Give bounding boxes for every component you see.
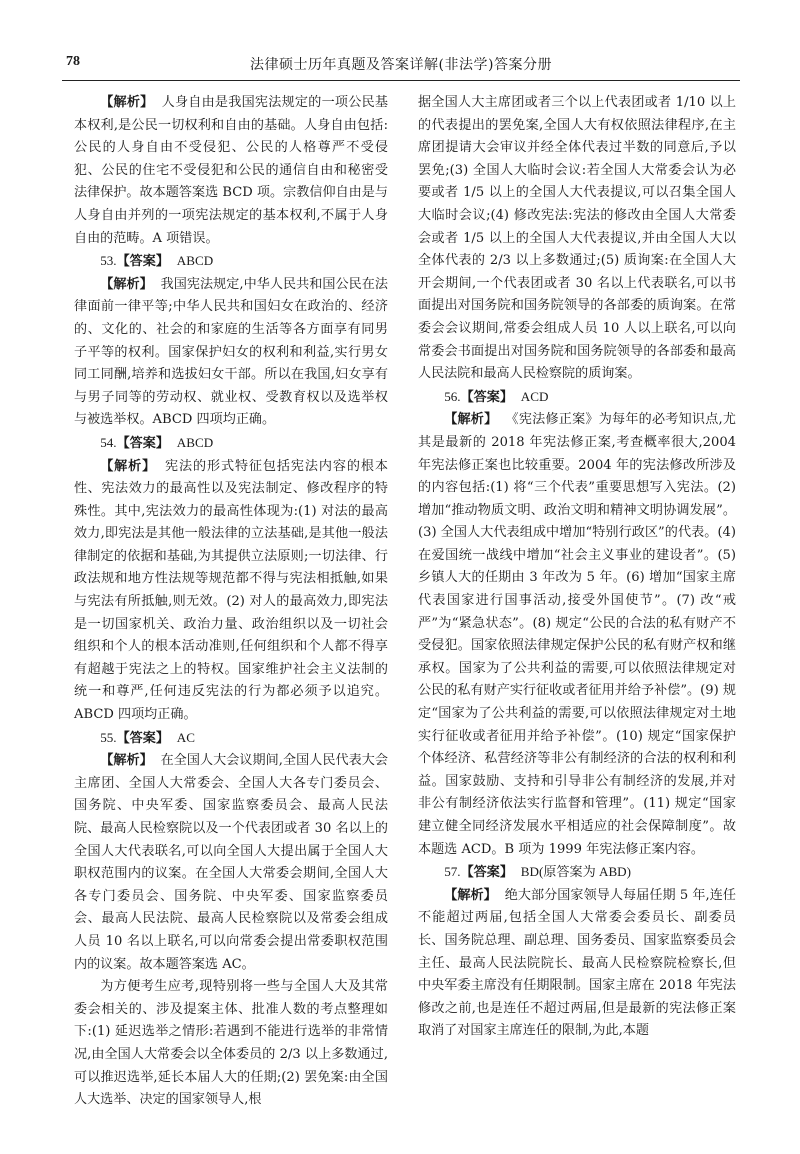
answer-line — [74, 432, 388, 456]
question-number: 54. — [100, 434, 117, 450]
question-number: 57. — [444, 864, 461, 880]
analysis-text: 宪法的形式特征包括宪法内容的根本性、宪法效力的最高性以及宪法制定、修改程序的特殊性。其中,宪法效力的最高性体现为:(1) 对法的最高效力,即宪法是其他一般法律的立法基础,是其他一般法律制定的依据和基础,为其提供立法原则;一切法律、行政法规和地方性法规等规范都不得与宪法相抵触,如果与宪法有所抵触,则无效。(2) 对人的最高效力,即宪法是一切国家机关、政治力量、政治组织以及一切社会组织和个人的根本活动准则,任何组织和个人都不得享有超越于宪法之上的特权。国家维护社会主义法制的统一和尊严,任何违反宪法的行为都必须予以追究。ABCD 四项均正确。 — [74, 458, 389, 723]
analysis-text: 在全国人大会议期间,全国人民代表大会主席团、全国人大常委会、全国人大各专门委员会、国务院、中央军委、国家监察委员会、最高人民法院、最高人民检察院以及一个代表团或者 30 名以上的全国人大代表联名,可以向全国人大提出属于全国人大职权范围内的议案。在全国人大常委会期间,全国人大各专门委员会、国务院、中央军委、国家监察委员会、最高人民法院、最高人民检察院以及常委会组成人员 10 名以上联名,可以向常委会提出常委职权范围内的议案。故本题答案选 AC。 — [74, 753, 388, 972]
analysis-label: 【解析】 — [100, 95, 154, 110]
analysis-text: 《宪法修正案》为每年的必考知识点,尤其是最新的 2018 年宪法修正案,考查概率很大,2004 年宪法修正案也比较重要。2004 年的宪法修改所涉及的内容包括:(1) 将“三个代表”重要思想写入宪法。(2) 增加“推动物质文明、政治文明和精神文明协调发展”。(3) 全国人大代表组成中增加“特别行政区”的代表。(4) 在爱国统一战线中增加“社会主义事业的建设者”。(5) 乡镇人大的任期由 3 年改为 5 年。(6) 增加“国家主席代表国家进行国事活动,接受外国使节”。(7) 改“戒严”为“紧急状态”。(8) 规定“公民的合法的私有财产不受侵犯。国家依照法律规定保护公民的私有财产权和继承权。国家为了公共利益的需要,可以依照法律规定对公民的私有财产实行征收或者征用并给予补偿”。(9) 规定“国家为了公共利益的需要,可以依照法律规定对土地实行征收或者征用并给予补偿”。(10) 规定“国家保护个体经济、私营经济等非公有制经济的合法的权利和利益。国家鼓励、支持和引导非公有制经济的发展,并对非公有制经济依法实行监督和管理”。(11) 规定“国家建立健全同经济发展水平相适应的社会保障制度”。故本题选 ACD。B 项为 1999 年宪法修正案内容。 — [418, 412, 736, 857]
analysis-label: 【解析】 — [100, 753, 153, 769]
analysis-label: 【解析】 — [100, 458, 157, 474]
analysis-text: 绝大部分国家领导人每届任期 5 年,连任不能超过两届,包括全国人大常委会委员长、副委员长、国务院总理、副总理、国务委员、国家监察委员会主任、最高人民法院院长、最高人民检察院检察长,但中央军委主席没有任期限制。国家主席在 2018 年宪法修改之前,也是连任不超过两届,但是最新的宪法修正案取消了对国家主席连任的限制,为此,本题 — [418, 887, 736, 1039]
analysis-label: 【解析】 — [100, 276, 153, 292]
analysis-paragraph — [418, 885, 736, 1043]
analysis-label: 【解析】 — [444, 887, 497, 903]
answer-label: 【答案】 — [116, 435, 169, 451]
continued-paragraph: 据全国人大主席团或者三个以上代表团或者 1/10 以上的代表提出的罢免案,全国人大有权依照法律程序,在主席团提请大会审议并经全体代表过半数的同意后,予以罢免;(3) 全国人大临时会议:若全国人大常委会认为必要或者 1/5 以上的全国人大代表提议,可以召集全国人大临时会议;(4) 修改宪法:宪法的修改由全国人大常委会或者 1/5 以上的全国人大代表提议,并由全国人大以全体代表的 2/3 以上多数通过;(5) 质询案:在全国人大开会期间,一个代表团或者 30 名以上代表联名,可以书面提出对国务院和国务院领导的各部委的质询案。在常委会会议期间,常委会组成人员 10 人以上联名,可以向常委会书面提出对国务院和国务院领导的各部委和最高人民法院和最高人民检察院的质询案。 — [418, 95, 736, 382]
question-number: 55. — [100, 729, 117, 745]
analysis-paragraph — [418, 409, 736, 861]
answer-line — [418, 861, 736, 885]
answer-value: ABCD — [176, 434, 214, 450]
answer-value: AC — [176, 729, 195, 745]
analysis-paragraph — [74, 92, 388, 250]
answer-line — [418, 386, 736, 410]
answer-value: ABCD — [176, 253, 214, 269]
analysis-label: 【解析】 — [444, 412, 498, 428]
analysis-paragraph — [74, 750, 388, 976]
answer-line — [74, 727, 388, 751]
question-number: 56. — [444, 388, 461, 404]
body-paragraph: 为方便考生应考,现特别将一些与全国人大及其常委会相关的、涉及提案主体、批准人数的考点整理如下:(1) 延迟选举之情形:若遇到不能进行选举的非常情况,由全国人大常委会以全体委员的 2/3 以上多数通过,可以推迟选举,延长本届人大的任期;(2) 罢免案:由全国人大选举、决定的国家领导人,根 — [74, 979, 388, 1108]
page-header — [62, 50, 740, 81]
question-number: 53. — [100, 253, 117, 269]
answer-line — [74, 250, 388, 274]
page-number: 78 — [66, 54, 80, 69]
right-column — [418, 92, 736, 1043]
answer-label: 【答案】 — [460, 389, 513, 405]
answer-value: ACD — [520, 388, 549, 404]
answer-value: BD(原答案为 ABD) — [520, 864, 632, 880]
answer-label: 【答案】 — [460, 865, 513, 881]
analysis-paragraph — [74, 456, 388, 727]
left-column — [74, 92, 388, 1112]
analysis-text: 人身自由是我国宪法规定的一项公民基本权利,是公民一切权利和自由的基础。人身自由包括:公民的人身自由不受侵犯、公民的人格尊严不受侵犯、公民的住宅不受侵犯和公民的通信自由和秘密受法律保护。故本题答案选 BCD 项。宗教信仰自由是与人身自由并列的一项宪法规定的基本权利,不属于人身自由的范畴。A 项错误。 — [74, 95, 389, 246]
analysis-text: 我国宪法规定,中华人民共和国公民在法律面前一律平等;中华人民共和国妇女在政治的、经济的、文化的、社会的和家庭的生活等各方面享有同男子平等的权利。国家保护妇女的权利和利益,实行男女同工同酬,培养和选拔妇女干部。所以在我国,妇女享有与男子同等的劳动权、就业权、受教育权以及选举权与被选举权。ABCD 四项均正确。 — [74, 276, 388, 428]
answer-label: 【答案】 — [116, 730, 169, 746]
analysis-paragraph — [74, 274, 388, 432]
running-title: 法律硕士历年真题及答案详解(非法学)答案分册 — [250, 57, 552, 73]
answer-label: 【答案】 — [116, 254, 169, 270]
